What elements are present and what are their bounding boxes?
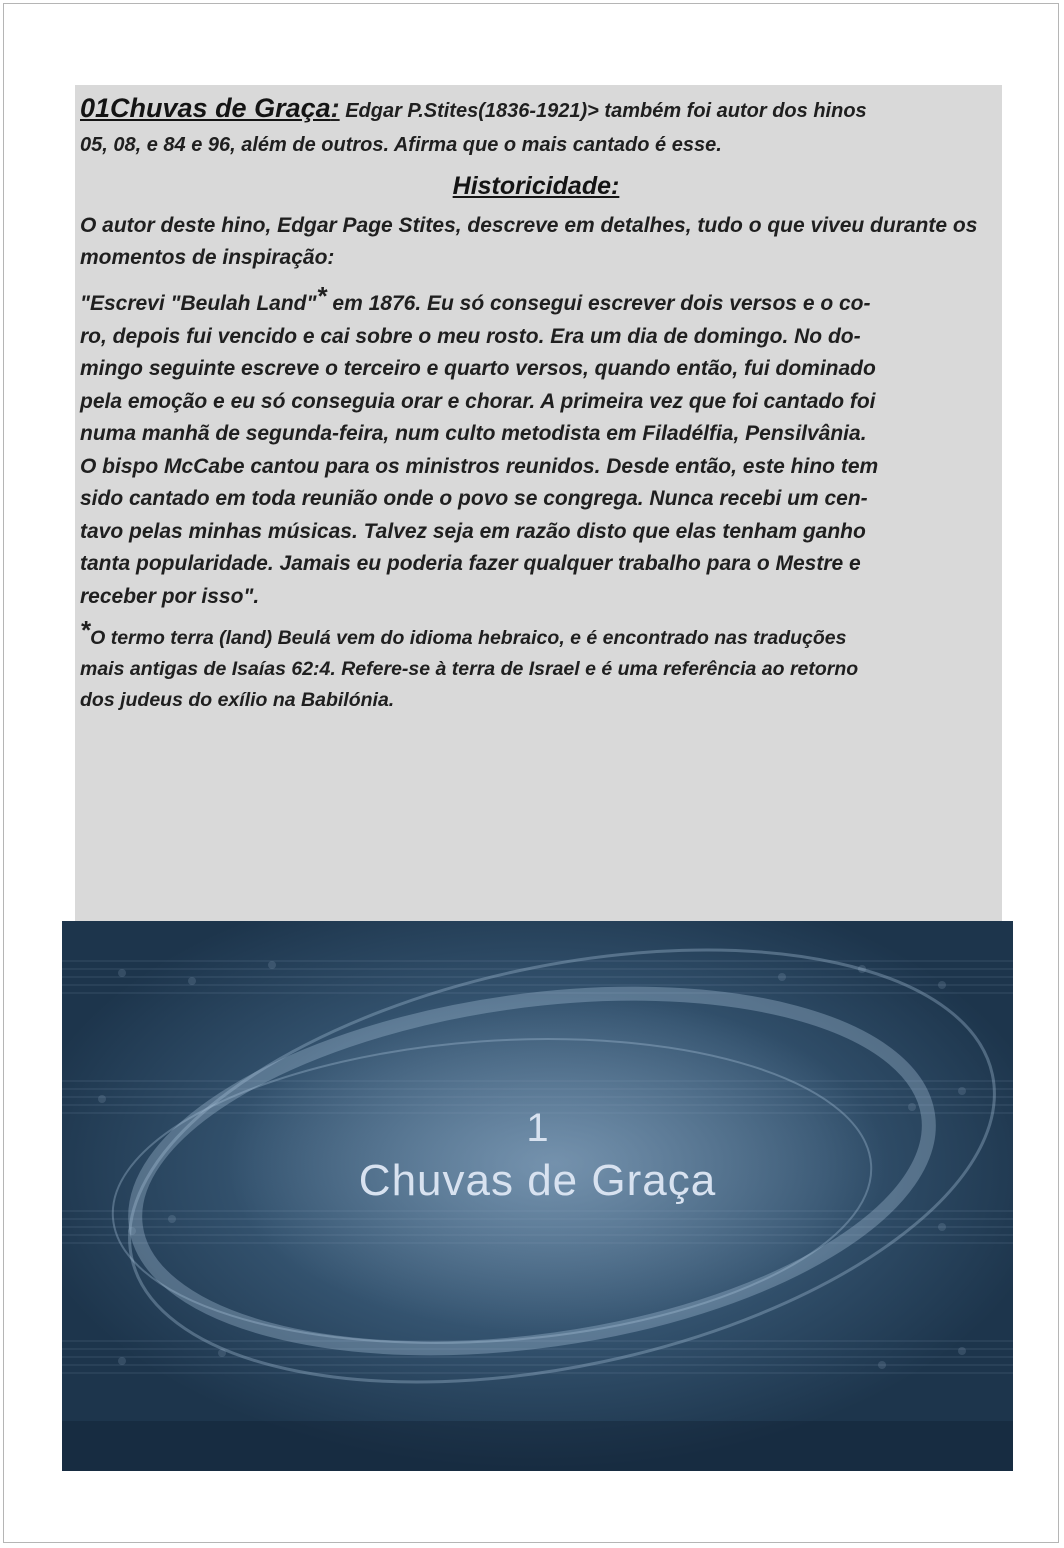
quote-line-1a: "Escrevi "Beulah Land" bbox=[80, 292, 317, 315]
hymn-title-card bbox=[62, 921, 1013, 1471]
footnote-line-1: O termo terra (land) Beulá vem do idioma hebraico, e é encontrado nas traduções bbox=[90, 627, 847, 649]
quote-line-2: ro, depois fui vencido e cai sobre o meu rosto. Era um dia de domingo. No do- bbox=[80, 324, 861, 348]
footnote bbox=[80, 615, 992, 716]
intro-line-1: Edgar P.Stites(1836-1921)> também foi autor dos hinos bbox=[339, 100, 867, 122]
footnote-line-2: mais antigas de Isaías 62:4. Refere-se à terra de Israel e é uma referência ao retorno bbox=[80, 658, 859, 680]
quote-line-10: receber por isso". bbox=[80, 584, 260, 608]
quote-line-8: tavo pelas minhas músicas. Talvez seja em razão disto que elas tenham ganho bbox=[80, 519, 866, 543]
title-colon: : bbox=[330, 93, 340, 123]
quote-line-4: pela emoção e eu só conseguia orar e chorar. A primeira vez que foi cantado foi bbox=[80, 389, 876, 413]
quote-line-1b: em 1876. Eu só consegui escrever dois versos e o co- bbox=[326, 292, 871, 315]
quote-line-5: numa manhã de segunda-feira, num culto metodista em Filadélfia, Pensilvânia. bbox=[80, 422, 867, 445]
intro-paragraph bbox=[80, 91, 992, 162]
hymn-title: Chuvas de Graça bbox=[358, 1156, 717, 1205]
footnote-line-3: dos judeus do exílio na Babilónia. bbox=[80, 689, 395, 711]
quote-line-3: mingo seguinte escreve o terceiro e quarto versos, quando então, fui dominado bbox=[80, 357, 876, 380]
quote-line-9: tanta popularidade. Jamais eu poderia fazer qualquer trabalho para o Mestre e bbox=[80, 552, 861, 575]
footnote-asterisk: * bbox=[80, 615, 91, 645]
hymn-number: 1 bbox=[526, 1106, 549, 1150]
paragraph-1: O autor deste hino, Edgar Page Stites, descreve em detalhes, tudo o que viveu durante os momentos de inspiração: bbox=[80, 214, 978, 269]
section-heading: Historicidade: bbox=[452, 172, 620, 200]
text-panel bbox=[75, 85, 1002, 925]
quote-line-7: sido cantado em toda reunião onde o povo se congrega. Nunca recebi um cen- bbox=[80, 487, 868, 510]
intro-line-2: 05, 08, e 84 e 96, além de outros. Afirma que o mais cantado é esse. bbox=[80, 134, 722, 156]
document-content bbox=[80, 91, 992, 716]
asterisk-footnote-marker: * bbox=[316, 281, 327, 311]
document-title: 01Chuvas de Graça bbox=[80, 93, 331, 123]
quote-line-6: O bispo McCabe cantou para os ministros reunidos. Desde então, este hino tem bbox=[80, 454, 879, 478]
quote-paragraph bbox=[80, 281, 992, 613]
